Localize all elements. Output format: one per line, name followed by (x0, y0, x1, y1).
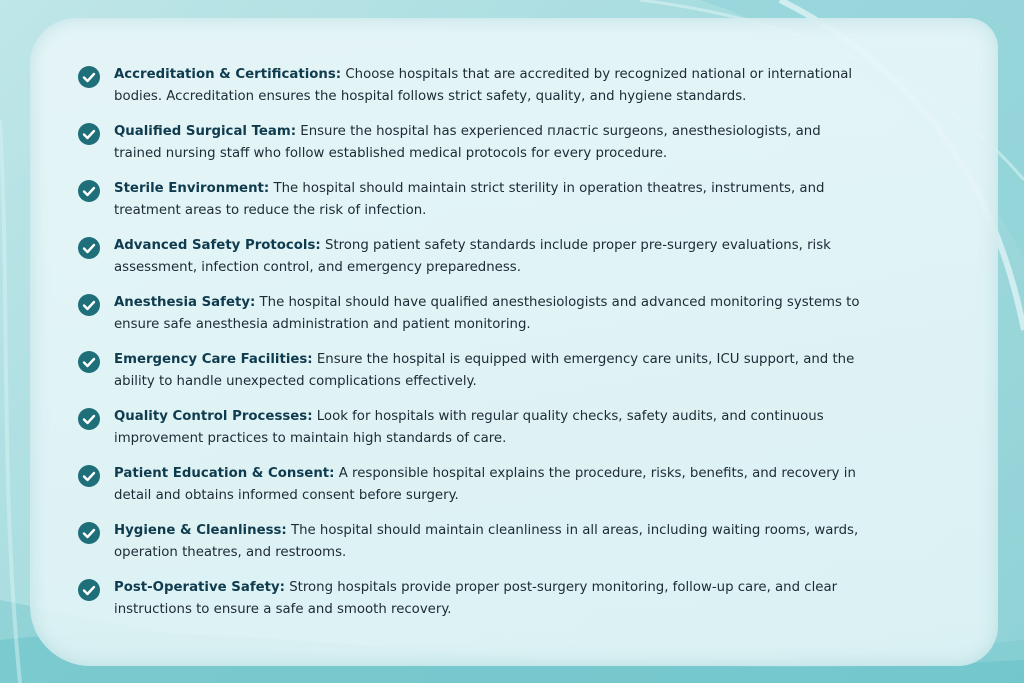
list-item (78, 463, 868, 506)
check-circle-icon (78, 579, 100, 601)
item-text: Ensure the hospital is equipped with emergency care units, ICU support, and the ability to handle unexpected complications effectively. (114, 352, 855, 389)
list-item (78, 178, 868, 221)
item-text: Choose hospitals that are accredited by recognized national or international bodies. Accreditation ensures the hospital follows strict safety, quality, and hygiene standards. (114, 67, 853, 104)
check-circle-icon (78, 465, 100, 487)
item-text: The hospital should have qualified anesthesiologists and advanced monitoring systems to ensure safe anesthesia administration and patient monitoring. (114, 295, 860, 332)
check-circle-icon (78, 294, 100, 316)
list-item (78, 235, 868, 278)
check-circle-icon (78, 351, 100, 373)
item-term: Qualified Surgical Team: (114, 124, 297, 139)
item-term: Patient Education & Consent: (114, 466, 335, 481)
check-circle-icon (78, 180, 100, 202)
item-text: Strong patient safety standards include proper pre-surgery evaluations, risk assessment, infection control, and emergency preparedness. (114, 238, 831, 275)
item-term: Accreditation & Certifications: (114, 67, 342, 82)
list-item (78, 349, 868, 392)
check-circle-icon (78, 522, 100, 544)
item-text: Strong hospitals provide proper post-surgery monitoring, follow-up care, and clear instructions to ensure a safe and smooth recovery. (114, 580, 838, 617)
list-item (78, 406, 868, 449)
list-item (78, 520, 868, 563)
list-item (78, 292, 868, 335)
item-text: Look for hospitals with regular quality checks, safety audits, and continuous improvement practices to maintain high standards of care. (114, 409, 824, 446)
item-term: Advanced Safety Protocols: (114, 238, 321, 253)
item-text: A responsible hospital explains the procedure, risks, benefits, and recovery in detail and obtains informed consent before surgery. (114, 466, 856, 503)
item-term: Post-Operative Safety: (114, 580, 285, 595)
item-term: Quality Control Processes: (114, 409, 313, 424)
item-term: Emergency Care Facilities: (114, 352, 313, 367)
item-text: The hospital should maintain cleanliness in all areas, including waiting rooms, wards, operation theatres, and restrooms. (114, 523, 859, 560)
check-circle-icon (78, 66, 100, 88)
item-term: Anesthesia Safety: (114, 295, 256, 310)
item-term: Hygiene & Cleanliness: (114, 523, 287, 538)
item-term: Sterile Environment: (114, 181, 270, 196)
check-circle-icon (78, 408, 100, 430)
safety-checklist (78, 64, 868, 634)
item-text: Ensure the hospital has experienced пластic surgeons, anesthesiologists, and trained nursing staff who follow established medical protocols for every procedure. (114, 124, 821, 161)
list-item (78, 121, 868, 164)
check-circle-icon (78, 237, 100, 259)
list-item (78, 64, 868, 107)
list-item (78, 577, 868, 620)
item-text: The hospital should maintain strict sterility in operation theatres, instruments, and treatment areas to reduce the risk of infection. (114, 181, 825, 218)
check-circle-icon (78, 123, 100, 145)
